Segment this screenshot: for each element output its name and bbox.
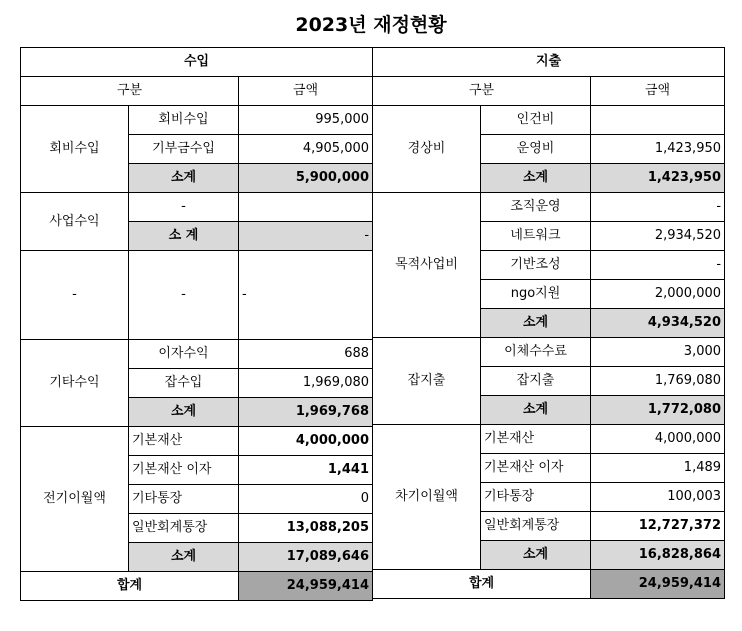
row-name: 일반회계통장 <box>481 512 591 541</box>
subtotal-label: 소계 <box>129 164 239 193</box>
row-amount: 4,000,000 <box>591 425 725 454</box>
membership-label: 회비수입 <box>21 106 129 193</box>
row-name: 네트워크 <box>481 222 591 251</box>
subtotal-label: 소계 <box>481 164 591 193</box>
row-name: 기반조성 <box>481 251 591 280</box>
income-table <box>20 47 373 601</box>
row-amount: 1,489 <box>591 454 725 483</box>
subtotal-label: 소계 <box>129 543 239 572</box>
blank-name: - <box>129 251 239 340</box>
row-amount: 3,000 <box>591 338 725 367</box>
row-amount: 4,905,000 <box>239 135 373 164</box>
blank-label: - <box>21 251 129 340</box>
row-amount: 1,441 <box>239 456 373 485</box>
subtotal-label: 소계 <box>481 396 591 425</box>
expense-table <box>372 47 725 599</box>
row-name: 기본재산 <box>481 425 591 454</box>
row-name: 조직운영 <box>481 193 591 222</box>
row-amount: 995,000 <box>239 106 373 135</box>
row-name: 잡지출 <box>481 367 591 396</box>
other-label: 기타수익 <box>21 340 129 427</box>
business-label: 사업수익 <box>21 193 129 251</box>
row-amount: 0 <box>239 485 373 514</box>
row-amount: 1,969,080 <box>239 369 373 398</box>
income-col-amount: 금액 <box>239 77 373 106</box>
blank-amount: - <box>239 251 373 340</box>
expense-total-label: 합계 <box>373 570 591 599</box>
row-name: - <box>129 193 239 222</box>
row-amount: 688 <box>239 340 373 369</box>
row-amount <box>591 106 725 135</box>
row-name: 인건비 <box>481 106 591 135</box>
carryover-label: 전기이월액 <box>21 427 129 572</box>
row-name: ngo지원 <box>481 280 591 309</box>
misc-label: 잡지출 <box>373 338 481 425</box>
expense-col-amount: 금액 <box>591 77 725 106</box>
operating-label: 경상비 <box>373 106 481 193</box>
income-header: 수입 <box>21 48 373 77</box>
expense-col-category: 구분 <box>373 77 591 106</box>
expense-total-amount: 24,959,414 <box>591 570 725 599</box>
subtotal-amount: - <box>239 222 373 251</box>
row-amount: 100,003 <box>591 483 725 512</box>
income-total-label: 합계 <box>21 572 239 601</box>
subtotal-label: 소 계 <box>129 222 239 251</box>
row-amount: 1,769,080 <box>591 367 725 396</box>
subtotal-amount: 1,969,768 <box>239 398 373 427</box>
income-total-amount: 24,959,414 <box>239 572 373 601</box>
subtotal-label: 소계 <box>481 541 591 570</box>
subtotal-label: 소계 <box>129 398 239 427</box>
row-name: 이체수수료 <box>481 338 591 367</box>
row-amount: 13,088,205 <box>239 514 373 543</box>
row-name: 잡수입 <box>129 369 239 398</box>
row-amount: 4,000,000 <box>239 427 373 456</box>
row-name: 이자수익 <box>129 340 239 369</box>
income-col-category: 구분 <box>21 77 239 106</box>
purpose-label: 목적사업비 <box>373 193 481 338</box>
row-amount <box>239 193 373 222</box>
row-name: 기본재산 이자 <box>129 456 239 485</box>
row-amount: - <box>591 193 725 222</box>
row-amount: 2,934,520 <box>591 222 725 251</box>
subtotal-amount: 1,772,080 <box>591 396 725 425</box>
row-name: 운영비 <box>481 135 591 164</box>
page-title: 2023년 재정현황 <box>295 14 447 36</box>
row-amount: - <box>591 251 725 280</box>
subtotal-amount: 17,089,646 <box>239 543 373 572</box>
row-amount: 1,423,950 <box>591 135 725 164</box>
row-amount: 2,000,000 <box>591 280 725 309</box>
subtotal-amount: 1,423,950 <box>591 164 725 193</box>
row-name: 회비수입 <box>129 106 239 135</box>
row-name: 기부금수입 <box>129 135 239 164</box>
subtotal-amount: 4,934,520 <box>591 309 725 338</box>
row-name: 기타통장 <box>481 483 591 512</box>
row-name: 기타통장 <box>129 485 239 514</box>
expense-header: 지출 <box>373 48 725 77</box>
subtotal-amount: 5,900,000 <box>239 164 373 193</box>
carryforward-label: 차기이월액 <box>373 425 481 570</box>
row-amount: 12,727,372 <box>591 512 725 541</box>
row-name: 기본재산 <box>129 427 239 456</box>
row-name: 일반회계통장 <box>129 514 239 543</box>
subtotal-amount: 16,828,864 <box>591 541 725 570</box>
row-name: 기본재산 이자 <box>481 454 591 483</box>
subtotal-label: 소계 <box>481 309 591 338</box>
